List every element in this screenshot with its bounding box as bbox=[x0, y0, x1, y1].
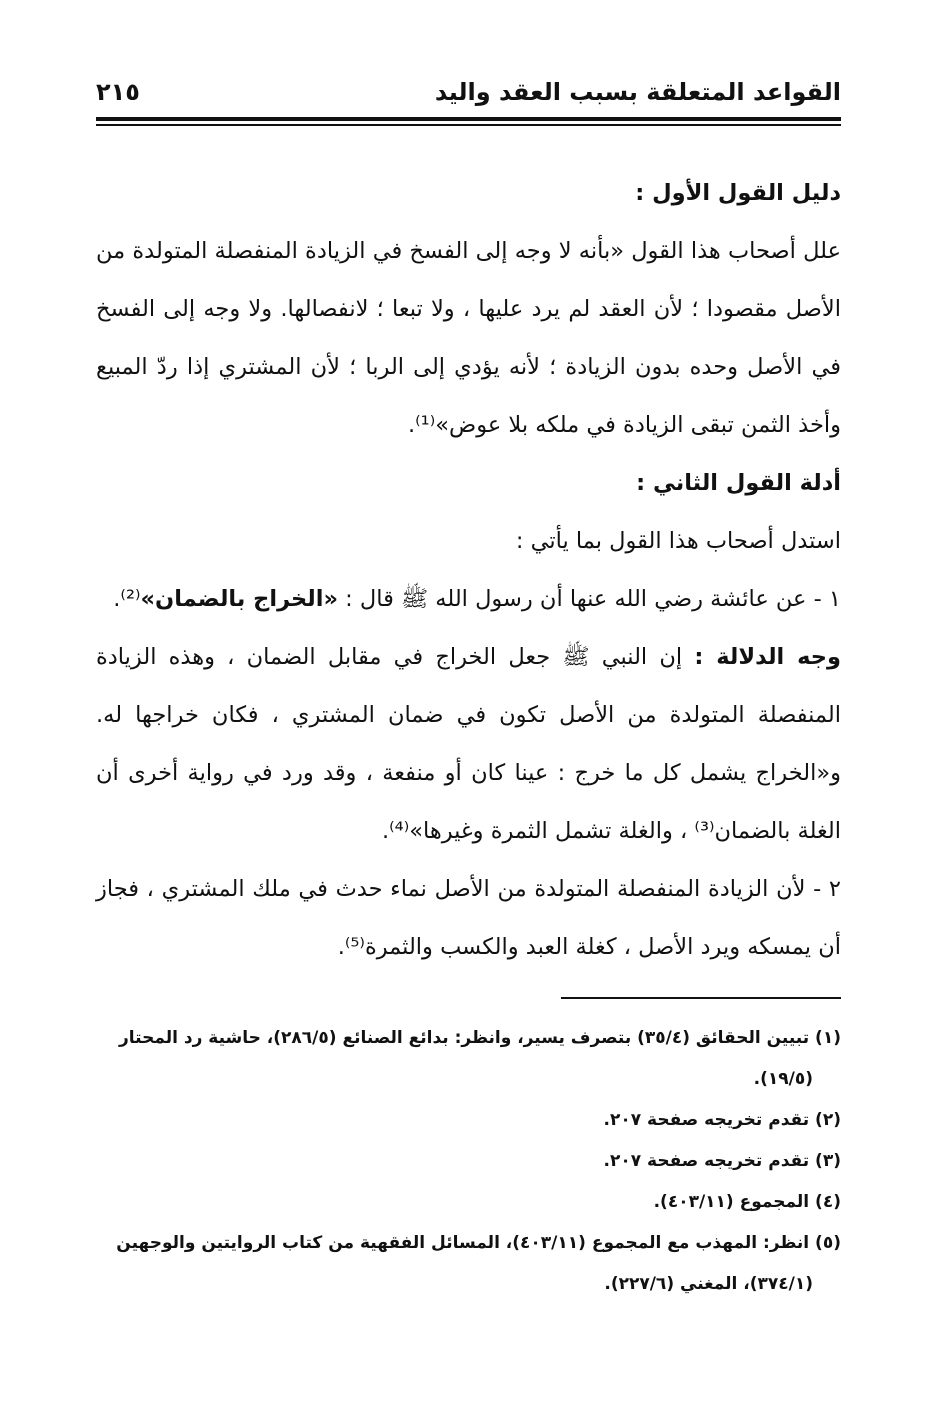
footnote-5-continuation: (٣٧٤/١)، المغني (٢٢٧/٦). bbox=[604, 1274, 813, 1294]
evidence-item-2: ٢ - لأن الزيادة المنفصلة المتولدة من الأصل نماء حدث في ملك المشتري ، فجاز أن يمسكه ويرد الأصل ، كغلة العبد والكسب والثمرة⁽⁵⁾. bbox=[96, 876, 841, 960]
hadith-quote: «الخراج بالضمان» bbox=[140, 586, 338, 612]
header-rule-thick bbox=[96, 117, 841, 121]
running-title: القواعد المتعلقة بسبب العقد واليد bbox=[434, 78, 841, 106]
paragraph-dalala bbox=[96, 628, 841, 860]
footnote-separator bbox=[561, 997, 841, 999]
paragraph-second-opinion-intro: استدل أصحاب هذا القول بما يأتي : bbox=[515, 528, 841, 554]
footnote-2: (٢) تقدم تخريجه صفحة ٢٠٧. bbox=[603, 1110, 841, 1130]
evidence-item-1-text: ١ - عن عائشة رضي الله عنها أن رسول الله ﷺ قال : bbox=[337, 586, 841, 612]
footnote-3: (٣) تقدم تخريجه صفحة ٢٠٧. bbox=[603, 1151, 841, 1171]
book-page bbox=[96, 60, 841, 1294]
dalala-text: إن النبي ﷺ جعل الخراج في مقابل الضمان ، وهذه الزيادة المنفصلة المتولدة من الأصل تكون في ضمان المشتري ، فكان خراجها له. و«الخراج يشمل كل ما خرج : عينا كان أو منفعة ، وقد ورد في رواية أخرى أن الغلة بالضمان⁽³⁾ ، والغلة تشمل الثمرة وغيرها»⁽⁴⁾. bbox=[96, 644, 841, 844]
paragraph-first-opinion: علل أصحاب هذا القول «بأنه لا وجه إلى الفسخ في الزيادة المنفصلة المتولدة من الأصل مقصودا ؛ لأن العقد لم يرد عليها ، ولا تبعا ؛ لانفصالها. ولا وجه إلى الفسخ في الأصل وحده بدون الزيادة ؛ لأنه يؤدي إلى الربا ؛ لأن المشتري إذا ردّ المبيع وأخذ الثمن تبقى الزيادة في ملكه بلا عوض»⁽¹⁾. bbox=[96, 238, 841, 438]
main-text bbox=[96, 164, 841, 976]
evidence-item-1-ref: ⁽²⁾. bbox=[113, 586, 141, 612]
page-header bbox=[96, 60, 841, 126]
dalala-lead: وجه الدلالة : bbox=[694, 644, 841, 670]
header-rule-thin bbox=[96, 124, 841, 126]
footnote-1-continuation: (١٩/٥). bbox=[753, 1069, 813, 1089]
heading-first-opinion-evidence: دليل القول الأول : bbox=[635, 180, 841, 206]
footnote-4: (٤) المجموع (٤٠٣/١١). bbox=[653, 1192, 841, 1212]
footnotes bbox=[96, 1018, 841, 1305]
evidence-item-1 bbox=[96, 570, 841, 628]
page-number: ٢١٥ bbox=[96, 78, 140, 106]
footnote-1: (١) تبيين الحقائق (٣٥/٤) بتصرف يسير، وانظر: بدائع الصنائع (٢٨٦/٥)، حاشية رد المحتار bbox=[118, 1028, 841, 1048]
heading-second-opinion-evidence: أدلة القول الثاني : bbox=[636, 470, 841, 496]
footnote-5: (٥) انظر: المهذب مع المجموع (٤٠٣/١١)، المسائل الفقهية من كتاب الروايتين والوجهين bbox=[116, 1233, 841, 1253]
